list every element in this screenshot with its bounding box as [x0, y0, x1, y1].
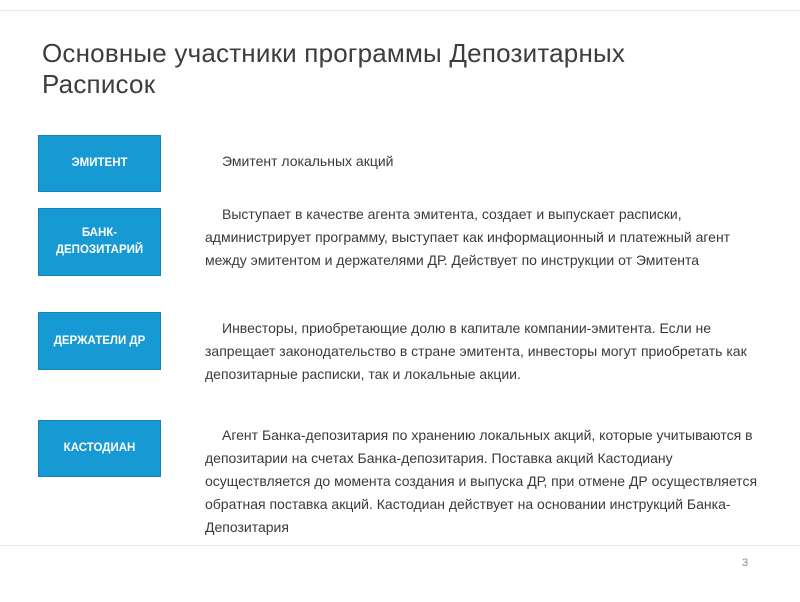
bottom-divider-line: [0, 545, 800, 546]
participant-box-label: КАСТОДИАН: [63, 442, 136, 454]
participant-box-label: ЭМИТЕНТ: [71, 157, 128, 169]
participant-description: Агент Банка-депозитария по хранению локальных акций, которые учитываются в депозитарии на счетах Банка-депозитария. Поставка акций Кастодиану осуществляется до момента создания и выпуска ДР, при отмене ДР осуществляется обратная поставка акций. Кастодиан действует на основании инструкций Банка-Депозитария: [205, 427, 758, 535]
page-title: Основные участники программы Депозитарных Расписок: [42, 38, 626, 99]
participant-box-kastodian: [38, 420, 161, 477]
participant-description: Выступает в качестве агента эмитента, создает и выпускает расписки, администрирует программу, выступает как информационный и платежный агент между эмитентом и держателями ДР. Действует по инструкции от Эмитента: [205, 206, 731, 268]
participant-box-label: БАНК-ДЕПОЗИТАРИЙ: [55, 227, 144, 256]
page-number: 3: [742, 557, 749, 569]
participant-description: Инвесторы, приобретающие долю в капитале компании-эмитента. Если не запрещает законодательство в стране эмитента, инвесторы могут приобретать как депозитарные расписки, так и локальные акции.: [205, 320, 747, 382]
participant-box-emitent: [38, 135, 161, 192]
participant-box-label: ДЕРЖАТЕЛИ ДР: [53, 334, 146, 347]
participant-box-derzhateli-dr: [38, 312, 161, 370]
participant-box-bank-depozitariy: [38, 208, 161, 276]
participant-description: Эмитент локальных акций: [222, 153, 394, 169]
top-divider-line: [0, 10, 800, 11]
